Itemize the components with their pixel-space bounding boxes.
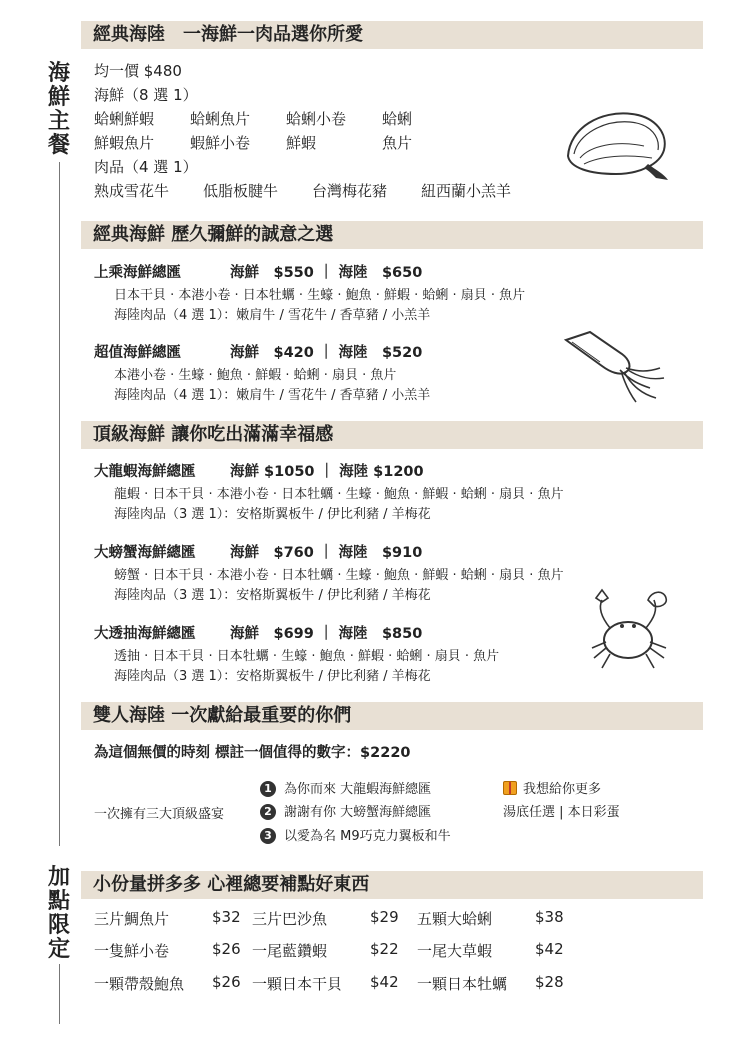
meat-option: 熟成雪花牛 [94, 182, 170, 200]
gift-icon [503, 781, 517, 795]
meat-option: 台灣梅花豬 [312, 182, 388, 200]
seafood-option: 魚片 [382, 134, 413, 152]
number-badge: 3 [260, 828, 276, 844]
addon-price: $29 [370, 908, 399, 926]
section-header-classic-seafood: 經典海鮮 歷久彌鮮的誠意之選 [81, 221, 703, 249]
couple-option [260, 778, 431, 797]
combo-meat: 海陸肉品（4 選 1）：嫩肩牛 / 雪花牛 / 香草豬 / 小羔羊 [114, 388, 431, 403]
combo-price: 海鮮 $550 ｜ 海陸 $650 [230, 265, 423, 281]
seafood-option: 蛤蜊小卷 [286, 110, 347, 128]
addon-price: $42 [370, 973, 399, 991]
couple-subtitle: 為這個無價的時刻 標註一個值得的數字：$2220 [94, 745, 411, 761]
addon-name: 三片鯛魚片 [94, 910, 170, 928]
combo-meat: 海陸肉品（3 選 1）：安格斯翼板牛 / 伊比利豬 / 羊梅花 [114, 588, 431, 603]
side-divider-line [59, 964, 60, 1024]
addon-price: $28 [535, 973, 564, 991]
addon-price: $32 [212, 908, 241, 926]
section-header-addons: 小份量拼多多 心裡總要補點好東西 [81, 871, 703, 899]
addon-name: 一尾大草蝦 [417, 942, 493, 960]
combo-name: 大螃蟹海鮮總匯 [94, 545, 196, 561]
combo-price: 海鮮 $420 ｜ 海陸 $520 [230, 345, 423, 361]
couple-option-text: 為你而來 大龍蝦海鮮總匯 [284, 782, 432, 797]
combo-desc: 日本干貝 · 本港小卷 · 日本牡蠣 · 生蠔 · 鮑魚 · 鮮蝦 · 蛤蜊 · 扇貝 · 魚片 [114, 288, 526, 303]
addon-price: $38 [535, 908, 564, 926]
seafood-choice-title: 海鮮（8 選 1） [94, 86, 198, 104]
flat-price: 均一價 $480 [94, 62, 182, 80]
combo-name: 大龍蝦海鮮總匯 [94, 464, 196, 480]
combo-desc: 透抽 · 日本干貝 · 日本牡蠣 · 生蠔 · 鮑魚 · 鮮蝦 · 蛤蜊 · 扇貝 · 魚片 [114, 649, 500, 664]
side-label-addon [43, 866, 75, 962]
meat-option: 低脂板腱牛 [203, 182, 279, 200]
combo-price: 海鮮 $1050 ｜ 海陸 $1200 [230, 464, 424, 480]
couple-option-text: 以愛為名 M9巧克力翼板和牛 [284, 829, 451, 844]
bonus-text: 湯底任選 | 本日彩蛋 [503, 805, 620, 820]
section-header-couple: 雙人海陸 一次獻給最重要的你們 [81, 702, 703, 730]
number-badge: 2 [260, 804, 276, 820]
squid-illustration [560, 328, 670, 404]
combo-meat: 海陸肉品（4 選 1）：嫩肩牛 / 雪花牛 / 香草豬 / 小羔羊 [114, 308, 431, 323]
combo-meat: 海陸肉品（3 選 1）：安格斯翼板牛 / 伊比利豬 / 羊梅花 [114, 507, 431, 522]
addon-name: 一顆日本干貝 [252, 975, 343, 993]
clam-illustration [560, 104, 672, 184]
side-label-main-course [43, 62, 75, 158]
couple-left-label: 一次擁有三大頂級盛宴 [94, 807, 225, 822]
couple-option-text: 謝謝有你 大螃蟹海鮮總匯 [284, 805, 432, 820]
couple-option [260, 825, 451, 844]
combo-price: 海鮮 $699 ｜ 海陸 $850 [230, 626, 423, 642]
addon-price: $22 [370, 940, 399, 958]
section-header-premium-seafood: 頂級海鮮 讓你吃出滿滿幸福感 [81, 421, 703, 449]
section-header-classic-combo: 經典海陸 一海鮮一肉品選你所愛 [81, 21, 703, 49]
addon-name: 一尾藍鑽蝦 [252, 942, 328, 960]
addon-name: 五顆大蛤蜊 [417, 910, 493, 928]
combo-desc: 本港小卷 · 生蠔 · 鮑魚 · 鮮蝦 · 蛤蜊 · 扇貝 · 魚片 [114, 368, 397, 383]
combo-meat: 海陸肉品（3 選 1）：安格斯翼板牛 / 伊比利豬 / 羊梅花 [114, 669, 431, 684]
combo-price: 海鮮 $760 ｜ 海陸 $910 [230, 545, 423, 561]
meat-choice-title: 肉品（4 選 1） [94, 158, 198, 176]
addon-price: $26 [212, 940, 241, 958]
seafood-option: 鮮蝦 [286, 134, 317, 152]
bonus-title [503, 778, 601, 797]
side-label-text: 加點限定 [47, 865, 70, 962]
couple-option [260, 801, 431, 820]
addon-price: $26 [212, 973, 241, 991]
combo-desc: 螃蟹 · 日本干貝 · 本港小卷 · 日本牡蠣 · 生蠔 · 鮑魚 · 鮮蝦 · 蛤蜊 · 扇貝 · 魚片 [114, 568, 564, 583]
seafood-option: 鮮蝦魚片 [94, 134, 155, 152]
side-label-text: 海鮮主餐 [47, 61, 70, 158]
number-badge: 1 [260, 781, 276, 797]
seafood-option: 蛤蜊鮮蝦 [94, 110, 155, 128]
seafood-option: 蛤蜊魚片 [190, 110, 251, 128]
bonus-title-text: 我想給你更多 [523, 782, 602, 797]
meat-option: 紐西蘭小羔羊 [421, 182, 512, 200]
combo-desc: 龍蝦 · 日本干貝 · 本港小卷 · 日本牡蠣 · 生蠔 · 鮑魚 · 鮮蝦 · 蛤蜊 · 扇貝 · 魚片 [114, 487, 564, 502]
seafood-option: 蝦鮮小卷 [190, 134, 251, 152]
addon-name: 一顆日本牡蠣 [417, 975, 508, 993]
addon-name: 一隻鮮小卷 [94, 942, 170, 960]
addon-name: 一顆帶殼鮑魚 [94, 975, 185, 993]
combo-name: 超值海鮮總匯 [94, 345, 181, 361]
seafood-option: 蛤蜊 [382, 110, 413, 128]
addon-price: $42 [535, 940, 564, 958]
combo-name: 大透抽海鮮總匯 [94, 626, 196, 642]
side-divider-line [59, 162, 60, 846]
crab-illustration [588, 588, 672, 674]
addon-name: 三片巴沙魚 [252, 910, 328, 928]
combo-name: 上乘海鮮總匯 [94, 265, 181, 281]
